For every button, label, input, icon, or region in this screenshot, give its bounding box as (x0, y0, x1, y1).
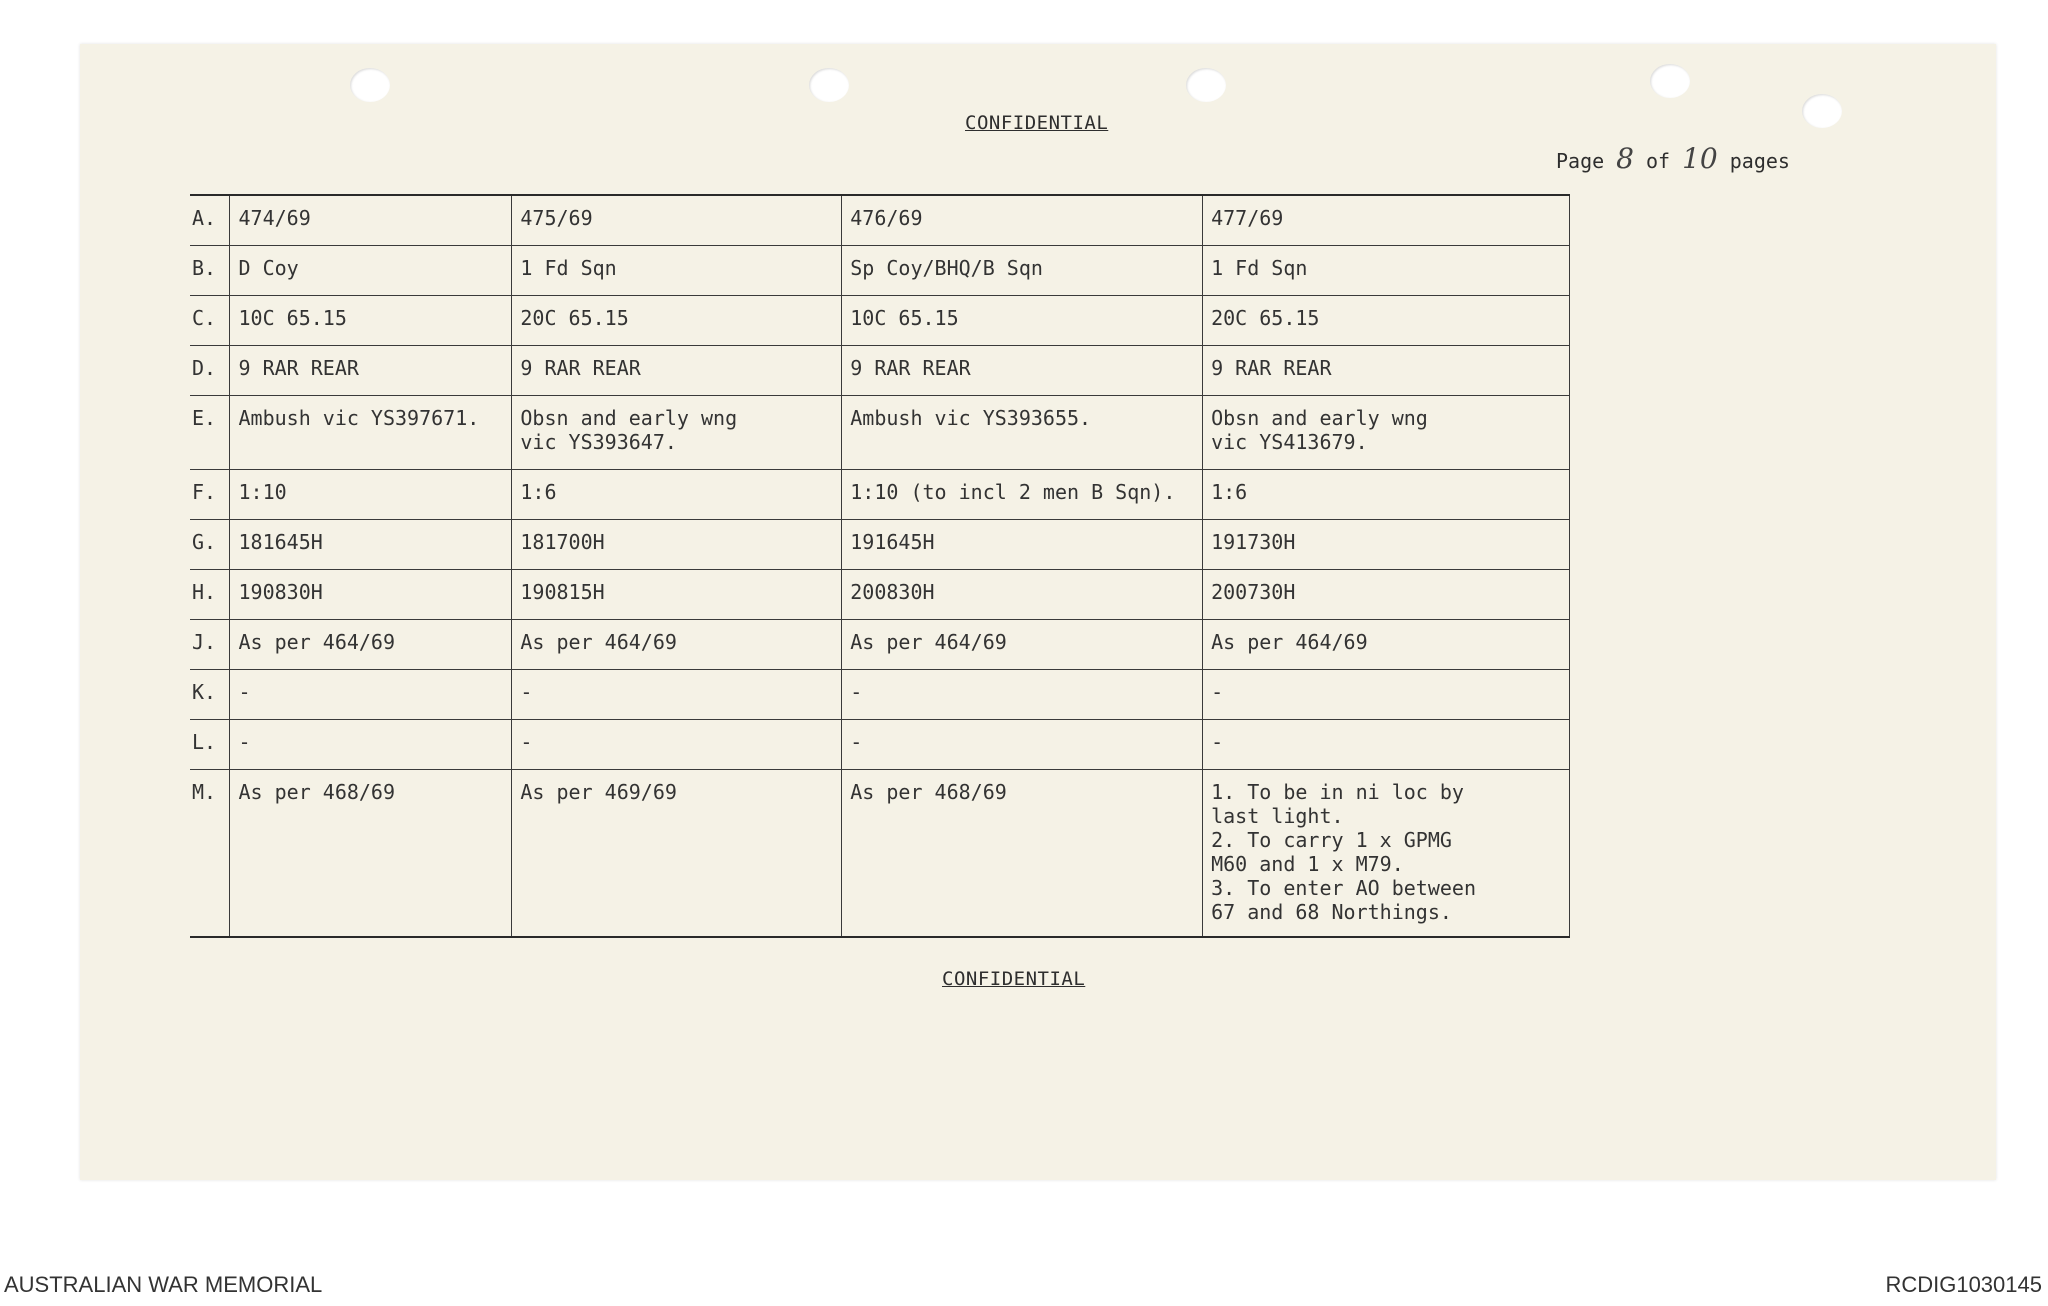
table-cell: 1 Fd Sqn (512, 246, 842, 296)
punch-hole (1186, 68, 1226, 102)
table-row (190, 620, 1570, 670)
table-cell: 191645H (842, 520, 1203, 570)
table-cell: 9 RAR REAR (512, 346, 842, 396)
table-cell: 1:10 (230, 470, 512, 520)
table-cell: 474/69 (230, 195, 512, 246)
table-cell: 190815H (512, 570, 842, 620)
table-cell: - (230, 720, 512, 770)
row-label: M. (190, 770, 230, 938)
classification-header: CONFIDENTIAL (965, 112, 1109, 134)
table-cell: 181645H (230, 520, 512, 570)
table-cell: 1:6 (1203, 470, 1570, 520)
page-indicator (1556, 142, 1790, 175)
table-cell: 1. To be in ni loc by last light. 2. To carry 1 x GPMG M60 and 1 x M79. 3. To enter AO between 67 and 68 Northings. (1203, 770, 1570, 938)
table-cell: 191730H (1203, 520, 1570, 570)
table-row (190, 246, 1570, 296)
table-cell: As per 464/69 (1203, 620, 1570, 670)
table-cell: 1:6 (512, 470, 842, 520)
table-row (190, 396, 1570, 470)
table-cell: 181700H (512, 520, 842, 570)
table-cell: 477/69 (1203, 195, 1570, 246)
table-row (190, 670, 1570, 720)
table-cell: - (1203, 670, 1570, 720)
classification-footer: CONFIDENTIAL (942, 968, 1086, 990)
table-cell: As per 469/69 (512, 770, 842, 938)
punch-hole (350, 68, 390, 102)
table-cell: 200830H (842, 570, 1203, 620)
table-cell: 1:10 (to incl 2 men B Sqn). (842, 470, 1203, 520)
table-row (190, 570, 1570, 620)
table-cell: 20C 65.15 (512, 296, 842, 346)
row-label: D. (190, 346, 230, 396)
row-label: J. (190, 620, 230, 670)
table-cell: 200730H (1203, 570, 1570, 620)
table-cell: As per 464/69 (230, 620, 512, 670)
pages-word: pages (1729, 149, 1790, 173)
table-cell: 476/69 (842, 195, 1203, 246)
table-cell: 190830H (230, 570, 512, 620)
of-word: of (1646, 149, 1671, 173)
table-cell: As per 464/69 (512, 620, 842, 670)
row-label: G. (190, 520, 230, 570)
row-label: B. (190, 246, 230, 296)
punch-hole (1650, 64, 1690, 98)
table-cell: - (230, 670, 512, 720)
table-cell: As per 464/69 (842, 620, 1203, 670)
row-label: E. (190, 396, 230, 470)
total-pages: 10 (1682, 142, 1718, 175)
row-label: K. (190, 670, 230, 720)
table-row (190, 296, 1570, 346)
table-row (190, 520, 1570, 570)
table-cell: 10C 65.15 (842, 296, 1203, 346)
punch-hole (1802, 94, 1842, 128)
table-row (190, 720, 1570, 770)
table-cell: 475/69 (512, 195, 842, 246)
table-cell: Obsn and early wng vic YS393647. (512, 396, 842, 470)
table-row (190, 346, 1570, 396)
table-cell: - (1203, 720, 1570, 770)
table-cell: Obsn and early wng vic YS413679. (1203, 396, 1570, 470)
table-row (190, 195, 1570, 246)
table-cell: Ambush vic YS393655. (842, 396, 1203, 470)
table-cell: 20C 65.15 (1203, 296, 1570, 346)
table-cell: - (842, 670, 1203, 720)
row-label: A. (190, 195, 230, 246)
table-cell: As per 468/69 (230, 770, 512, 938)
table-row (190, 470, 1570, 520)
table-cell: - (842, 720, 1203, 770)
row-label: H. (190, 570, 230, 620)
row-label: C. (190, 296, 230, 346)
page-number: 8 (1616, 142, 1634, 175)
archive-id: RCDIG1030145 (1885, 1272, 2042, 1297)
table-row (190, 770, 1570, 938)
row-label: L. (190, 720, 230, 770)
table-cell: 1 Fd Sqn (1203, 246, 1570, 296)
table-cell: 9 RAR REAR (1203, 346, 1570, 396)
punch-hole (809, 68, 849, 102)
table-cell: 9 RAR REAR (230, 346, 512, 396)
table-cell: Ambush vic YS397671. (230, 396, 512, 470)
row-label: F. (190, 470, 230, 520)
table-cell: 10C 65.15 (230, 296, 512, 346)
table-cell: Sp Coy/BHQ/B Sqn (842, 246, 1203, 296)
table-cell: 9 RAR REAR (842, 346, 1203, 396)
table-cell: - (512, 720, 842, 770)
table-cell: - (512, 670, 842, 720)
table-cell: As per 468/69 (842, 770, 1203, 938)
orders-table (190, 194, 1570, 938)
table-cell: D Coy (230, 246, 512, 296)
page-word: Page (1556, 149, 1605, 173)
archive-watermark: AUSTRALIAN WAR MEMORIAL (4, 1272, 323, 1297)
